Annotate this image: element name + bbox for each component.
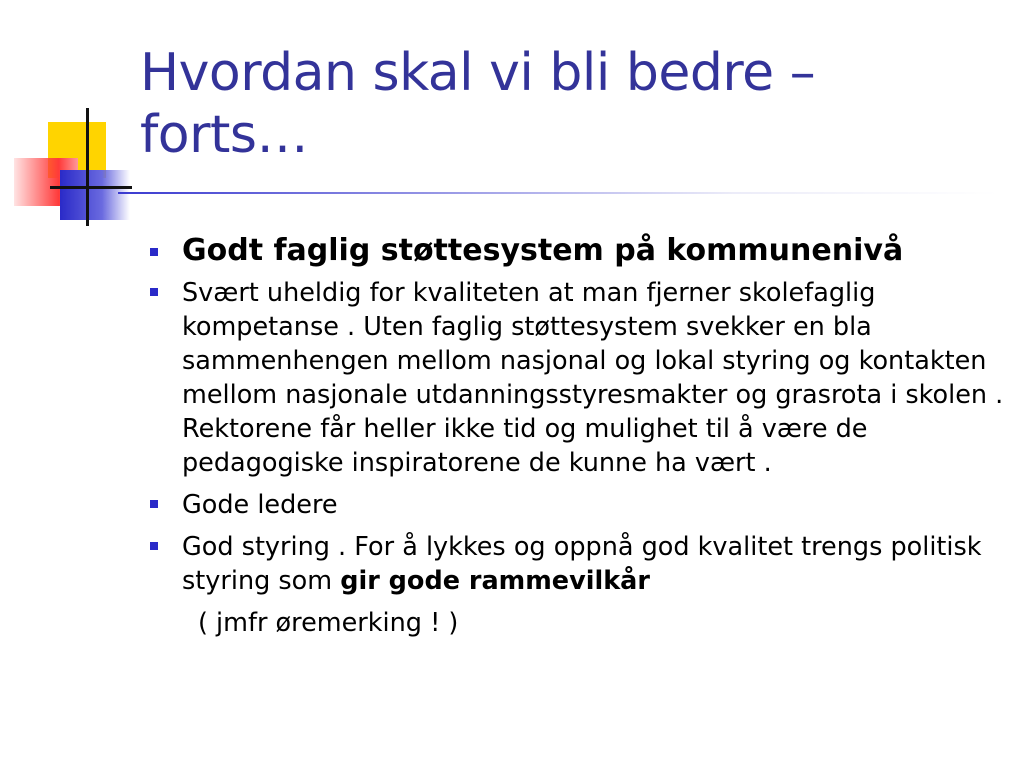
bullet-list: [150, 232, 1010, 640]
bullet-square-icon: [150, 500, 158, 508]
bullet-text: Svært uheldig for kvaliteten at man fjerner skolefaglig kompetanse . Uten faglig støttesystem svekker en bla sammenhengen mellom nasjonal og lokal styring og kontakten mellom nasjonale utdanningsstyresmakter og grasrota i skolen . Rektorene får heller ikke tid og mulighet til å være de pedagogiske inspiratorene de kunne ha vært .: [182, 278, 1004, 478]
bullet-text: God styring . For å lykkes og oppnå god kvalitet trengs politisk styring som: [182, 532, 982, 596]
logo-horizontal-line: [50, 186, 132, 189]
decorative-logo: [0, 100, 140, 230]
title-line-1: Hvordan skal vi bli bedre –: [140, 43, 816, 103]
logo-blue-square: [60, 170, 130, 220]
bullet-square-icon: [150, 288, 158, 296]
bullet-item: [150, 488, 1010, 522]
title-line-2: forts…: [140, 105, 308, 165]
title-underline: [118, 192, 998, 194]
bullet-item: [150, 232, 1010, 270]
bullet-bold-text: gir gode rammevilkår: [340, 566, 650, 596]
bullet-followup-text: ( jmfr øremerking ! ): [198, 608, 459, 638]
slide-title: [140, 42, 1000, 166]
logo-vertical-line: [86, 108, 89, 226]
bullet-square-icon: [150, 542, 158, 550]
bullet-item: [150, 530, 1010, 598]
bullet-text: Gode ledere: [182, 490, 338, 520]
bullet-item: [150, 276, 1010, 480]
bullet-text: Godt faglig støttesystem på kommunenivå: [182, 233, 904, 268]
bullet-square-icon: [150, 248, 158, 256]
